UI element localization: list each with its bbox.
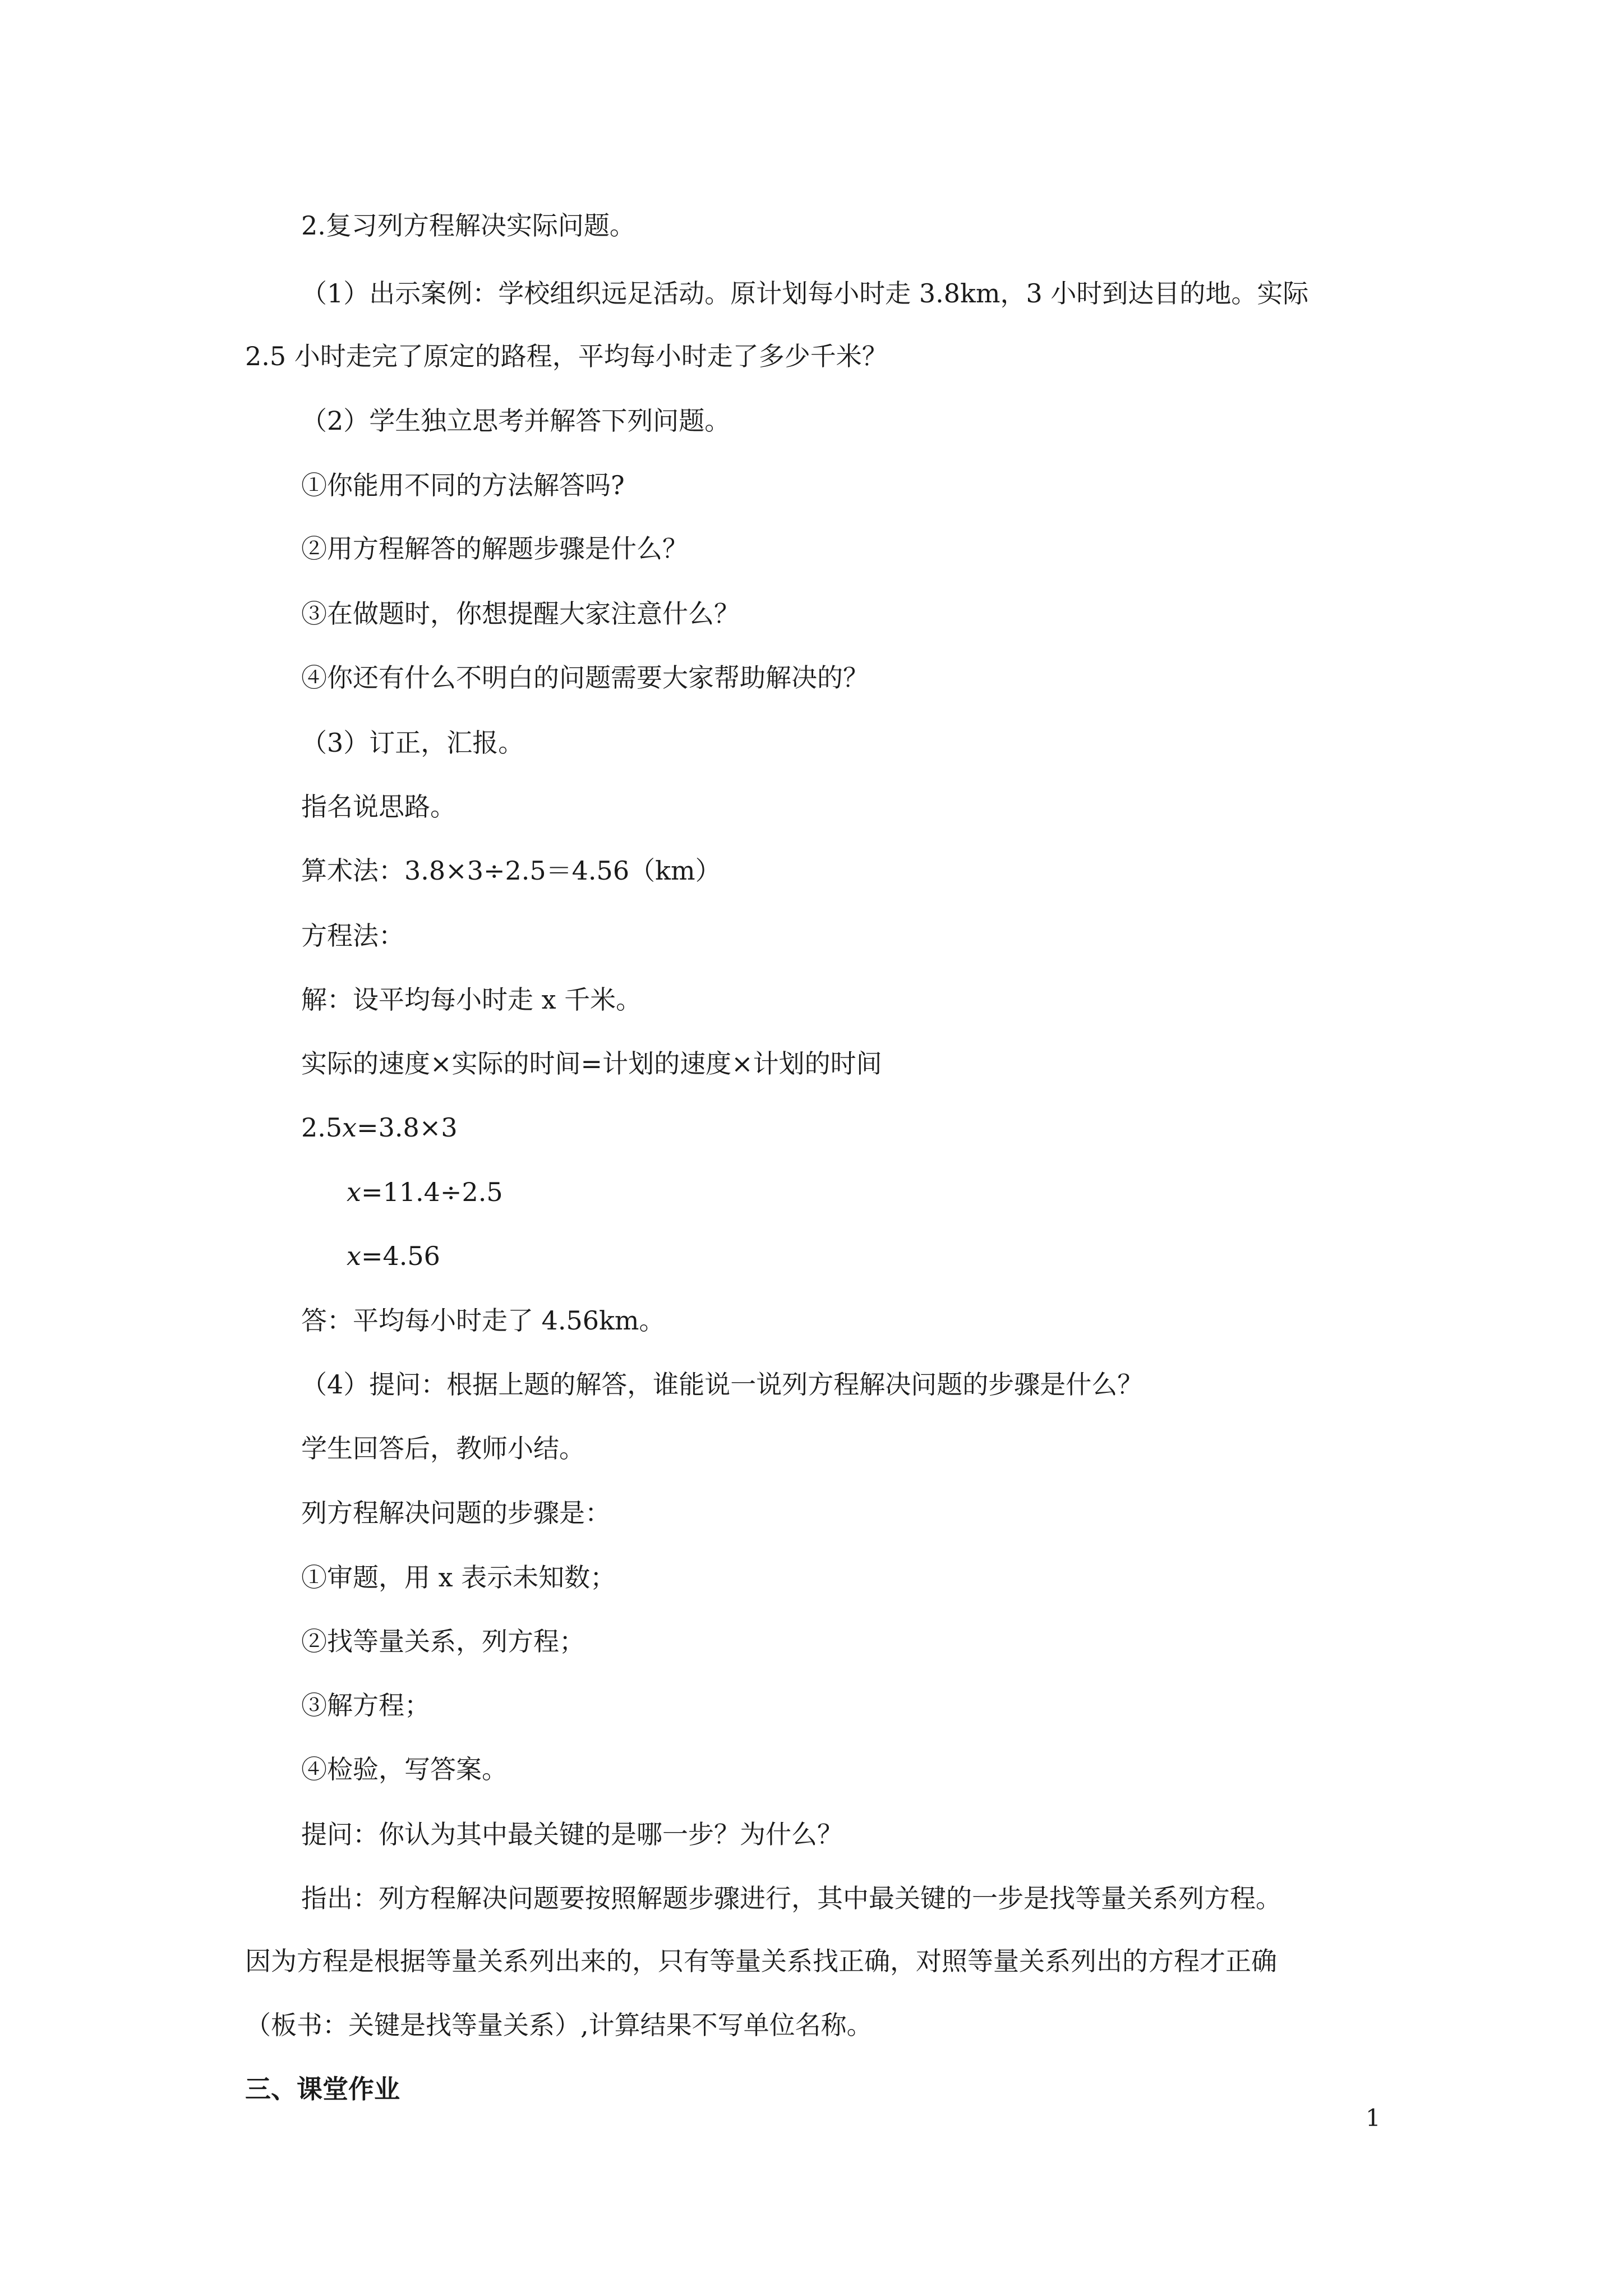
text-line: （2）学生独立思考并解答下列问题。 bbox=[301, 406, 731, 436]
text-line: ④你还有什么不明白的问题需要大家帮助解决的？ bbox=[301, 662, 869, 693]
text-line: 指名说思路。 bbox=[301, 792, 456, 822]
equation-variable: x bbox=[347, 1241, 361, 1271]
text-line: 算术法：3.8×3÷2.5＝4.56（km） bbox=[301, 855, 721, 886]
equation-rest: =3.8×3 bbox=[357, 1112, 458, 1143]
text-line: 方程法： bbox=[301, 921, 404, 951]
text-line: 解：设平均每小时走 x 千米。 bbox=[301, 984, 642, 1015]
equation-rest: =4.56 bbox=[361, 1241, 440, 1271]
text-line: 指出：列方程解决问题要按照解题步骤进行，其中最关键的一步是找等量关系列方程。 bbox=[301, 1883, 1281, 1913]
text-line: 2.复习列方程解决实际问题。 bbox=[301, 210, 635, 241]
text-line: ②找等量关系，列方程； bbox=[301, 1626, 585, 1657]
text-line: 提问：你认为其中最关键的是哪一步？为什么？ bbox=[301, 1819, 843, 1849]
equation-line bbox=[301, 1111, 458, 1144]
text-line: 学生回答后，教师小结。 bbox=[301, 1433, 585, 1464]
equation-variable: x bbox=[347, 1177, 361, 1207]
text-line: ④检验，写答案。 bbox=[301, 1754, 508, 1784]
text-line: （3）订正，汇报。 bbox=[301, 728, 524, 758]
page-number: 1 bbox=[1366, 2104, 1381, 2132]
text-line: ①审题，用 x 表示未知数； bbox=[301, 1562, 616, 1593]
equation-line bbox=[347, 1239, 440, 1273]
equation-coef: 2.5 bbox=[301, 1112, 343, 1143]
text-line: ③解方程； bbox=[301, 1690, 430, 1720]
text-line: 答：平均每小时走了 4.56km。 bbox=[301, 1305, 665, 1336]
text-line: 实际的速度×实际的时间=计划的速度×计划的时间 bbox=[301, 1048, 882, 1079]
text-line: ①你能用不同的方法解答吗? bbox=[301, 470, 625, 500]
equation-line bbox=[347, 1175, 503, 1209]
equation-variable: x bbox=[342, 1112, 357, 1143]
text-line: 列方程解决问题的步骤是： bbox=[301, 1498, 611, 1528]
text-line: 因为方程是根据等量关系列出来的，只有等量关系找正确，对照等量关系列出的方程才正确 bbox=[245, 1946, 1277, 1976]
text-line: 2.5 小时走完了原定的路程，平均每小时走了多少千米？ bbox=[245, 341, 888, 371]
section-heading: 三、课堂作业 bbox=[245, 2074, 400, 2104]
text-line: （1）出示案例：学校组织远足活动。原计划每小时走 3.8km，3 小时到达目的地。实际 bbox=[301, 278, 1309, 309]
text-line: ②用方程解答的解题步骤是什么？ bbox=[301, 533, 688, 564]
text-line: （4）提问：根据上题的解答，谁能说一说列方程解决问题的步骤是什么？ bbox=[301, 1369, 1144, 1400]
equation-rest: =11.4÷2.5 bbox=[361, 1177, 503, 1207]
text-line: （板书：关键是找等量关系）,计算结果不写单位名称。 bbox=[245, 2010, 873, 2040]
text-line: ③在做题时，你想提醒大家注意什么？ bbox=[301, 599, 740, 629]
